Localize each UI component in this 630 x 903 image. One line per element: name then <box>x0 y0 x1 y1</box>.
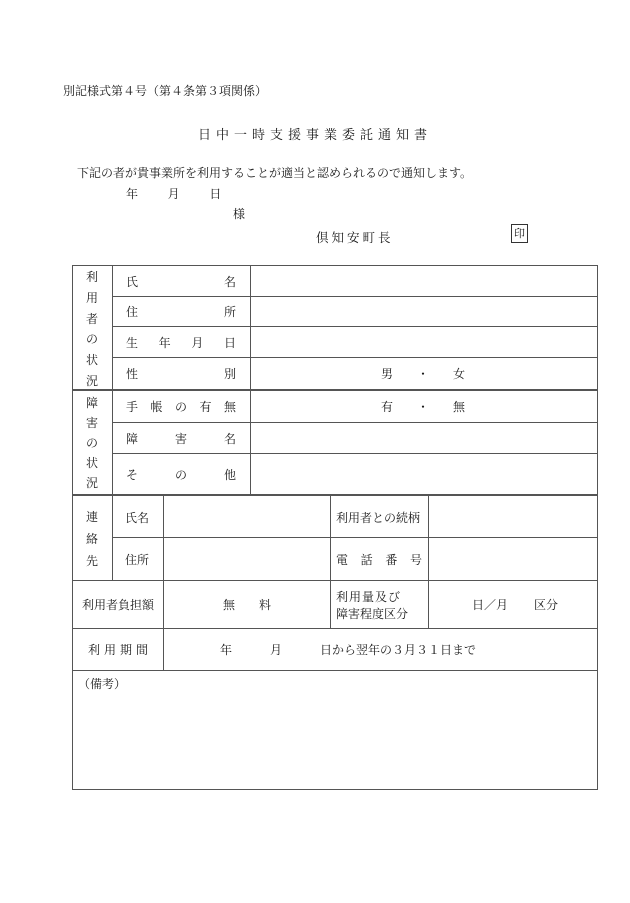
usage-value[interactable]: 日／月 区分 <box>472 598 559 612</box>
field-address[interactable] <box>251 297 597 326</box>
form-number: 別記様式第４号（第４条第３項関係） <box>63 84 268 98</box>
notice-text: 下記の者が貴事業所を利用することが適当と認められるので通知します。 <box>77 166 473 180</box>
label-address: 住 所 <box>126 305 236 319</box>
contact-name-label: 氏名 <box>125 510 150 525</box>
label-handbook: 手 帳 の 有 無 <box>126 400 236 414</box>
seal-mark: 印 <box>511 224 528 243</box>
label-other: そ の 他 <box>126 467 236 482</box>
document-title: 日中一時支援事業委託通知書 <box>197 128 432 143</box>
field-other[interactable] <box>251 454 597 494</box>
burden-label: 利用者負担額 <box>81 598 154 612</box>
date-line <box>126 185 221 202</box>
field-birthdate[interactable] <box>251 327 597 357</box>
date-year-label: 年 <box>126 187 139 201</box>
label-gender: 性 別 <box>126 367 236 381</box>
contact-address-label: 住所 <box>125 552 150 567</box>
period-label: 利 用 期 間 <box>88 643 148 657</box>
label-disability-name: 障 害 名 <box>126 431 236 446</box>
handbook-options[interactable] <box>381 391 465 422</box>
gender-separator: ・ <box>416 367 429 381</box>
burden-value: 無 料 <box>223 598 271 612</box>
issuer-name: 倶知安町長 <box>316 230 394 245</box>
contact-address-field[interactable] <box>164 538 330 580</box>
gender-male-option[interactable]: 男 <box>381 367 394 381</box>
label-birthdate: 生 年 月 日 <box>126 335 236 350</box>
user-section-heading: 利 用 者 の 状 況 <box>85 270 98 388</box>
gender-options[interactable] <box>381 358 465 389</box>
contact-phone-field[interactable] <box>429 538 597 580</box>
date-month-label: 月 <box>167 187 180 201</box>
label-name: 氏 名 <box>126 274 236 289</box>
period-value[interactable]: 年 月 日から翌年の３月３１日まで <box>220 643 477 657</box>
field-disability-name[interactable] <box>251 423 597 453</box>
contact-relation-label: 利用者との続柄 <box>336 510 421 525</box>
contact-relation-field[interactable] <box>429 497 597 537</box>
disability-section-heading: 障 害 の 状 況 <box>85 396 98 490</box>
contact-phone-label: 電 話 番 号 <box>336 552 422 567</box>
addressee-suffix: 様 <box>233 207 246 221</box>
handbook-yes-option[interactable]: 有 <box>381 400 394 414</box>
remarks-field[interactable] <box>73 690 597 789</box>
contact-section-heading: 連 絡 先 <box>85 510 98 568</box>
gender-female-option[interactable]: 女 <box>452 367 465 381</box>
field-name[interactable] <box>251 266 597 296</box>
remarks-label: （備考） <box>78 677 127 691</box>
handbook-no-option[interactable]: 無 <box>452 400 465 414</box>
handbook-separator: ・ <box>416 400 429 414</box>
date-day-label: 日 <box>209 187 222 201</box>
usage-label: 利用量及び 障害程度区分 <box>336 589 409 621</box>
contact-name-field[interactable] <box>164 497 330 537</box>
